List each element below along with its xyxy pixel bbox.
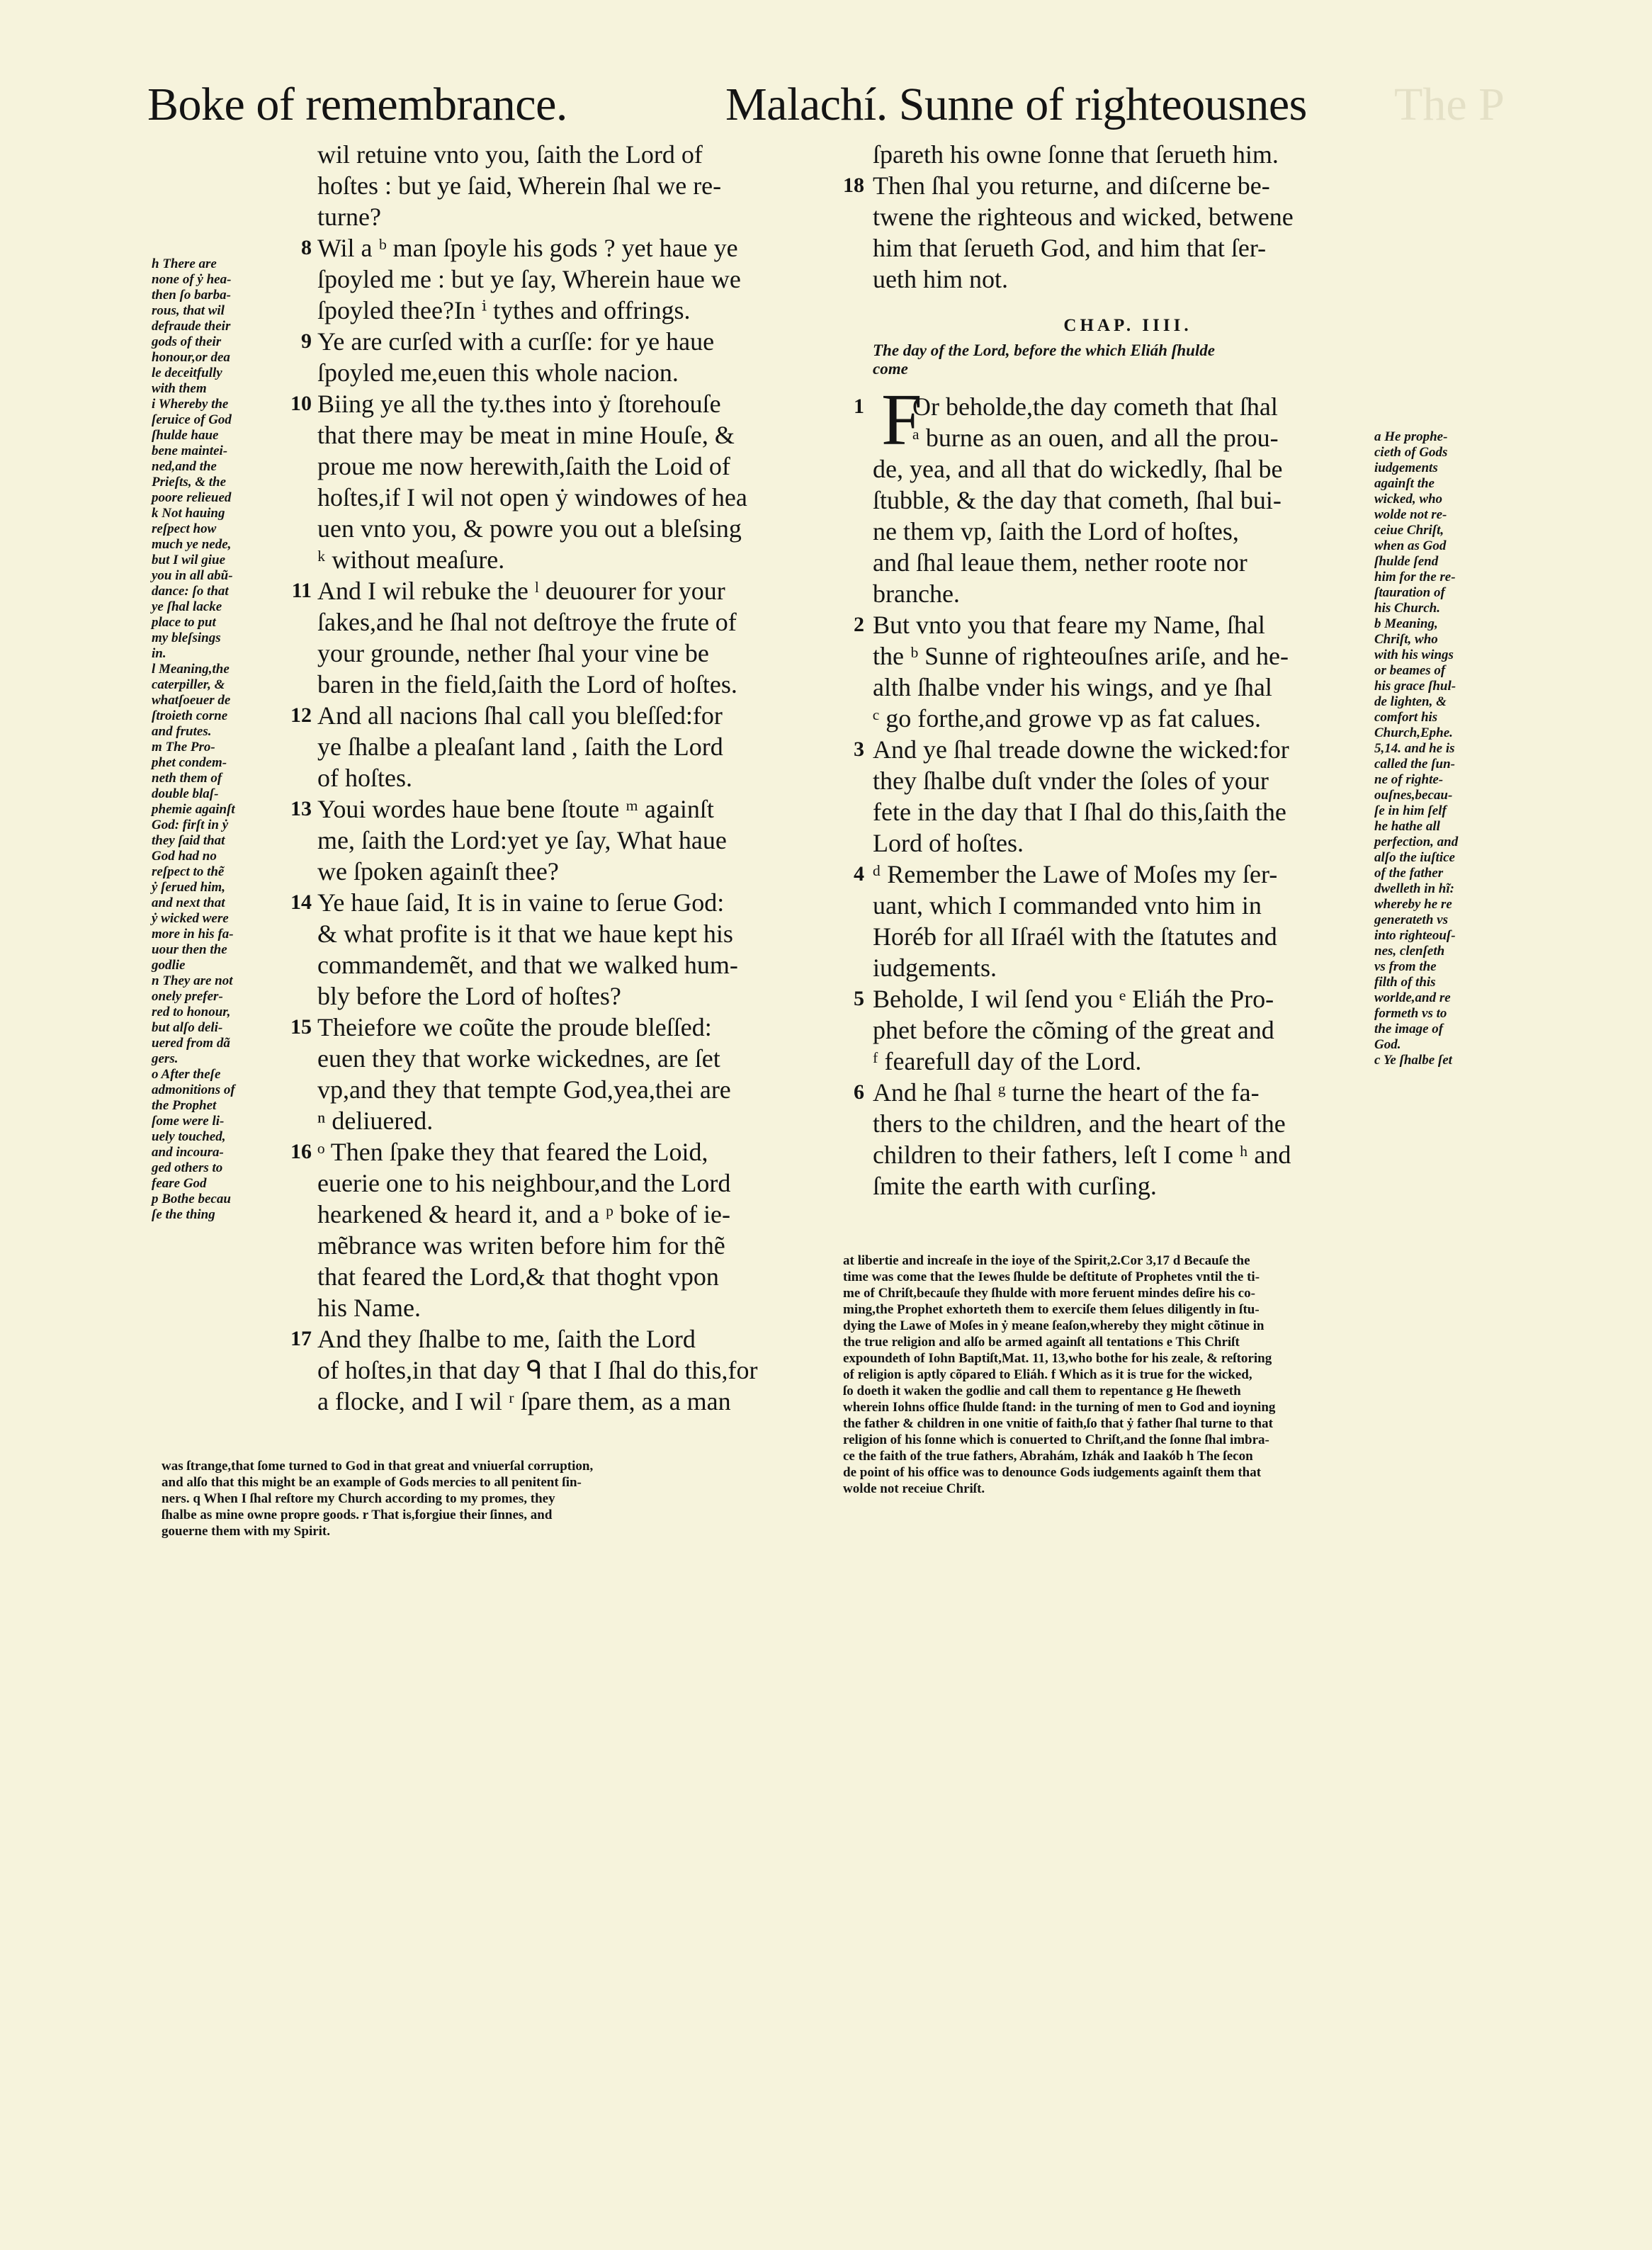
- margin-note-line: o After theſe: [152, 1067, 221, 1082]
- margin-note-line: ne of righte-: [1374, 772, 1444, 787]
- verse-line: And all nacions ſhal call you bleſſed:for: [317, 701, 723, 730]
- verse-line: of hoſtes.: [317, 764, 412, 792]
- margin-note-line: when as God: [1374, 538, 1447, 553]
- footnote-line: and alſo that this might be an example of Gods mercies to all penitent ſin-: [162, 1475, 582, 1490]
- verse-line: mẽbrance was writen before him for thẽ: [317, 1231, 725, 1260]
- margin-note-line: 5,14. and he is: [1374, 741, 1455, 756]
- verse-line: ſakes,and he ſhal not deſtroye the frute of: [317, 608, 737, 636]
- margin-note-line: uered from dã: [152, 1036, 230, 1051]
- verse-number: 8: [301, 236, 312, 259]
- verse-line: phet before the cõming of the great and: [873, 1016, 1274, 1044]
- verse-line: Beholde, I wil ſend you ᵉ Eliáh the Pro-: [873, 985, 1274, 1013]
- margin-note-line: Chriſt, who: [1374, 632, 1438, 647]
- verse-line: proue me now herewith,ſaith the Loid of: [317, 452, 730, 480]
- margin-note-line: the Prophet: [152, 1098, 217, 1113]
- footnote-line: ce the faith of the true fathers, Abrahám, Izhák and Iaakób h The ſecon: [843, 1449, 1253, 1464]
- footnote-line: de point of his office was to denounce Gods iudgements againſt them that: [843, 1465, 1262, 1480]
- margin-note-line: ſe in him ſelf: [1374, 803, 1447, 818]
- margin-note-line: uour then the: [152, 942, 227, 957]
- footnote-line: ſhalbe as mine owne propre goods. r That is,forgiue their ſinnes, and: [162, 1508, 553, 1522]
- verse-line: hoſtes : but ye ſaid, Wherein ſhal we re-: [317, 171, 722, 200]
- margin-note-line: ceiue Chriſt,: [1374, 523, 1444, 538]
- verse-line: wil retuine vnto you, ſaith the Lord of: [317, 140, 703, 169]
- verse-line: that there may be meat in mine Houſe, &: [317, 421, 735, 449]
- verse-line: ᶜ go forthe,and growe vp as fat calues.: [873, 704, 1262, 733]
- verse-line: de, yea, and all that do wickedly, ſhal be: [873, 455, 1283, 483]
- verse-line: ſpoyled me,euen this whole nacion.: [317, 358, 679, 387]
- margin-note-line: into righteouſ-: [1374, 928, 1456, 943]
- verse-line: ſpareth his owne ſonne that ſerueth him.: [873, 140, 1279, 169]
- margin-note-line: God: firſt in ẏ: [152, 818, 229, 832]
- footnote-line: of religion is aptly cõpared to Eliáh. f Which as it is true for the wicked,: [843, 1367, 1252, 1382]
- margin-note-line: then ſo barba-: [152, 288, 231, 303]
- margin-note-line: generateth vs: [1374, 912, 1448, 927]
- margin-note-line: ſhulde ſend: [1374, 554, 1439, 569]
- margin-note-line: honour,or dea: [152, 350, 230, 365]
- margin-note-line: bene maintei-: [152, 443, 228, 458]
- verse-line: your grounde, nether ſhal your vine be: [317, 639, 709, 667]
- margin-note-line: ned,and the: [152, 459, 217, 474]
- verse-line: hoſtes,if I wil not open ẏ windowes of hea: [317, 483, 747, 511]
- margin-note-line: my bleſsings: [152, 631, 221, 645]
- verse-number: 16: [290, 1140, 312, 1163]
- verse-line: turne?: [317, 203, 381, 231]
- verse-line: him that ſerueth God, and him that ſer-: [873, 234, 1267, 262]
- margin-note-line: and next that: [152, 895, 225, 910]
- verse-line: Lord of hoſtes.: [873, 829, 1024, 857]
- left-margin-notes: [152, 256, 293, 1223]
- footnote-line: expoundeth of Iohn Baptiſt,Mat. 11, 13,who bothe for his zeale, & reſtoring: [843, 1351, 1272, 1366]
- margin-note-line: much ye nede,: [152, 537, 232, 552]
- margin-note-line: whatſoeuer de: [152, 693, 231, 708]
- verse-line: ye ſhalbe a pleaſant land , ſaith the Lord: [317, 733, 723, 761]
- margin-note-line: ſeruice of God: [152, 412, 232, 427]
- margin-note-line: h There are: [152, 256, 217, 271]
- footnote-line: wherein Iohns office ſhulde ſtand: in the turning of men to God and ioyning: [843, 1400, 1276, 1415]
- margin-note-line: ẏ ſerued him,: [152, 880, 225, 895]
- margin-note-line: dwelleth in hĩ:: [1374, 881, 1454, 896]
- margin-note-line: againſt the: [1374, 476, 1435, 491]
- margin-note-line: ẏ wicked were: [152, 911, 229, 926]
- column-left-text: [317, 139, 842, 1417]
- verse-line: ſpoyled thee?In ⁱ tythes and offrings.: [317, 296, 691, 324]
- margin-note-line: God had no: [152, 849, 217, 864]
- verse-line: the ᵇ Sunne of righteouſnes ariſe, and he-: [873, 642, 1289, 670]
- margin-note-line: wicked, who: [1374, 492, 1443, 507]
- margin-note-line: vs from the: [1374, 959, 1437, 974]
- margin-note-line: alſo the iuſtice: [1374, 850, 1455, 865]
- margin-note-line: whereby he re: [1374, 897, 1452, 912]
- verse-number: 3: [854, 737, 864, 761]
- margin-note-line: ged others to: [152, 1160, 223, 1175]
- verse-number: 1: [854, 395, 864, 418]
- footnote-line: the true religion and alſo be armed againſt all tentations e This Chriſt: [843, 1335, 1240, 1350]
- margin-note-line: defraude their: [152, 319, 231, 334]
- footnote-line: time was come that the Iewes ſhulde be deſtitute of Prophetes vntil the ti-: [843, 1270, 1260, 1284]
- margin-note-line: ouſnes,becau-: [1374, 788, 1453, 803]
- margin-note-line: godlie: [152, 958, 186, 973]
- running-head-left: Boke of remembrance.: [147, 79, 567, 130]
- verse-line: we ſpoken againſt thee?: [317, 857, 559, 886]
- margin-note-line: of the father: [1374, 866, 1444, 881]
- margin-note-line: none of ẏ hea-: [152, 272, 232, 287]
- margin-note-line: but alſo deli-: [152, 1020, 223, 1035]
- margin-note-line: a He prophe-: [1374, 429, 1448, 444]
- margin-note-line: phemie againſt: [152, 802, 235, 817]
- column-right-text-top: [873, 139, 1383, 295]
- verse-line: ᵏ without meaſure.: [317, 545, 505, 574]
- verse-line: ueth him not.: [873, 265, 1008, 293]
- margin-note-line: p Bothe becau: [152, 1192, 231, 1206]
- verse-line: baren in the field,ſaith the Lord of hoſtes.: [317, 670, 737, 699]
- verse-line: Or beholde,the day cometh that ſhal: [912, 392, 1278, 421]
- verse-line: alth ſhalbe vnder his wings, and ye ſhal: [873, 673, 1272, 701]
- verse-line: euerie one to his neighbour,and the Lord: [317, 1169, 731, 1197]
- verse-line: euen they that worke wickednes, are ſet: [317, 1044, 720, 1073]
- verse-line: Theiefore we coũte the proude bleſſed:: [317, 1013, 712, 1041]
- margin-note-line: or beames of: [1374, 663, 1446, 678]
- verse-line: And I wil rebuke the ˡ deuourer for your: [317, 577, 725, 605]
- margin-note-line: m The Pro-: [152, 740, 215, 754]
- verse-line: Ye are curſed with a curſſe: for ye haue: [317, 327, 715, 356]
- verse-line: Biing ye all the ty.thes into ẏ ſtorehouſe: [317, 390, 721, 418]
- margin-note-line: the image of: [1374, 1022, 1444, 1036]
- margin-note-line: nes, clenſeth: [1374, 944, 1445, 959]
- margin-note-line: Church,Ephe.: [1374, 725, 1453, 740]
- verse-line: a flocke, and I wil ʳ ſpare them, as a man: [317, 1387, 731, 1415]
- verse-line: But vnto you that feare my Name, ſhal: [873, 611, 1265, 639]
- verse-line: Wil a ᵇ man ſpoyle his gods ? yet haue ye: [317, 234, 738, 262]
- margin-note-line: feare God: [152, 1176, 207, 1191]
- margin-note-line: and incoura-: [152, 1145, 224, 1160]
- margin-note-line: cieth of Gods: [1374, 445, 1448, 460]
- margin-note-line: God.: [1374, 1037, 1401, 1052]
- footnote-line: me of Chriſt,becauſe they ſhulde with more feruent mindes deſire his co-: [843, 1286, 1255, 1301]
- margin-note-line: rous, that wil: [152, 303, 225, 318]
- verse-line: children to their fathers, leſt I come ʰ and: [873, 1141, 1291, 1169]
- verse-line: they ſhalbe duſt vnder the ſoles of your: [873, 767, 1269, 795]
- margin-note-line: double blaſ-: [152, 786, 219, 801]
- margin-note-line: ſtauration of: [1374, 585, 1445, 600]
- margin-note-line: gods of their: [152, 334, 222, 349]
- verse-line: me, ſaith the Lord:yet ye ſay, What haue: [317, 826, 727, 854]
- margin-note-line: c Ye ſhalbe ſet: [1374, 1053, 1452, 1068]
- footnote-line: gouerne them with my Spirit.: [162, 1524, 331, 1539]
- verse-line: that feared the Lord,& that thoght vpon: [317, 1262, 719, 1291]
- running-head-right: Malachí. Sunne of righteousnes: [725, 79, 1307, 130]
- margin-note-line: called the ſun-: [1374, 757, 1455, 771]
- margin-note-line: filth of this: [1374, 975, 1436, 990]
- margin-note-line: caterpiller, &: [152, 677, 225, 692]
- verse-number: 15: [290, 1015, 312, 1039]
- verse-number: 17: [290, 1327, 312, 1350]
- margin-note-line: neth them of: [152, 771, 222, 786]
- verse-line: And they ſhalbe to me, ſaith the Lord: [317, 1325, 696, 1353]
- verse-line: twene the righteous and wicked, betwene: [873, 203, 1294, 231]
- verse-line: branche.: [873, 580, 960, 608]
- margin-note-line: dance: ſo that: [152, 584, 229, 599]
- margin-note-line: admonitions of: [152, 1082, 235, 1097]
- verse-line: hearkened & heard it, and a ᵖ boke of ie-: [317, 1200, 730, 1228]
- margin-note-line: n They are not: [152, 973, 233, 988]
- verse-line: Horéb for all Iſraél with the ſtatutes and: [873, 922, 1277, 951]
- margin-note-line: red to honour,: [152, 1005, 231, 1019]
- margin-note-line: place to put: [152, 615, 216, 630]
- margin-note-line: his grace ſhul-: [1374, 679, 1456, 694]
- verse-line: thers to the children, and the heart of the: [873, 1109, 1286, 1138]
- verse-line: fete in the day that I ſhal do this,ſaith the: [873, 798, 1286, 826]
- verse-line: And he ſhal ᵍ turne the heart of the fa-: [873, 1078, 1260, 1107]
- margin-note-line: in.: [152, 646, 166, 661]
- footnotes-right: [843, 1253, 1523, 1497]
- margin-note-line: with his wings: [1374, 648, 1454, 662]
- verse-number: 10: [290, 392, 312, 415]
- verse-number: 6: [854, 1080, 864, 1104]
- margin-note-line: ſtroieth corne: [152, 708, 228, 723]
- verse-line: uen vnto you, & powre you out a bleſsing: [317, 514, 742, 543]
- chapter-summary-line: come: [873, 360, 908, 378]
- chapter-summary-line: The day of the Lord, before the which Eliáh ſhulde: [873, 341, 1215, 359]
- verse-number: 11: [291, 579, 312, 602]
- verse-number: 18: [843, 174, 864, 197]
- margin-note-line: poore relieued: [152, 490, 232, 505]
- footnote-line: the father & children in one vnitie of faith,ſo that ẏ father ſhal turne to that: [843, 1416, 1273, 1431]
- margin-note-line: ſe the thing: [152, 1207, 215, 1222]
- verse-line: ſpoyled me : but ye ſay, Wherein haue we: [317, 265, 741, 293]
- footnote-line: was ſtrange,that ſome turned to God in that great and vniuerſal corruption,: [162, 1459, 594, 1474]
- verse-line: ᶠ fearefull day of the Lord.: [873, 1047, 1142, 1075]
- footnote-line: dying the Lawe of Moſes in ẏ meane ſeaſon,whereby they might cõtinue in: [843, 1318, 1265, 1333]
- margin-note-line: i Whereby the: [152, 397, 229, 412]
- drop-cap: F: [881, 379, 922, 460]
- margin-note-line: perfection, and: [1374, 835, 1459, 849]
- margin-note-line: but I wil giue: [152, 553, 225, 567]
- verse-line: bly before the Lord of hoſtes?: [317, 982, 621, 1010]
- margin-note-line: onely prefer-: [152, 989, 223, 1004]
- footnote-line: ming,the Prophet exhorteth them to exerciſe them ſelues diligently in ſtu-: [843, 1302, 1260, 1317]
- footnotes-left: [162, 1458, 842, 1539]
- verse-line: uant, which I commanded vnto him in: [873, 891, 1262, 920]
- verse-line: Youi wordes haue bene ſtoute ᵐ againſt: [317, 795, 714, 823]
- margin-note-line: he hathe all: [1374, 819, 1440, 834]
- verse-line: and ſhal leaue them, nether roote nor: [873, 548, 1248, 577]
- verse-line: Ye haue ſaid, It is in vaine to ſerue God:: [317, 888, 725, 917]
- footnote-line: ſo doeth it waken the godlie and call them to repentance g He ſheweth: [843, 1384, 1241, 1398]
- verse-line: ſtubble, & the day that cometh, ſhal bui-: [873, 486, 1282, 514]
- verse-line: his Name.: [317, 1294, 421, 1322]
- margin-note-line: uely touched,: [152, 1129, 226, 1144]
- margin-note-line: you in all abũ-: [152, 568, 233, 583]
- margin-note-line: de lighten, &: [1374, 694, 1447, 709]
- verse-line: ne them vp, ſaith the Lord of hoſtes,: [873, 517, 1239, 545]
- margin-note-line: ſhulde haue: [152, 428, 219, 443]
- margin-note-line: l Meaning,the: [152, 662, 230, 677]
- verse-number: 9: [301, 329, 312, 353]
- margin-note-line: reſpect how: [152, 521, 217, 536]
- verse-line: Then ſhal you returne, and diſcerne be-: [873, 171, 1270, 200]
- footnote-line: at libertie and increaſe in the ioye of the Spirit,2.Cor 3,17 d Becauſe the: [843, 1253, 1250, 1268]
- chapter-summary: [873, 341, 1383, 378]
- verse-line: of hoſtes,in that day ᑫ that I ſhal do this,for: [317, 1356, 758, 1384]
- margin-note-line: k Not hauing: [152, 506, 225, 521]
- margin-note-line: formeth vs to: [1374, 1006, 1447, 1021]
- margin-note-line: they ſaid that: [152, 833, 225, 848]
- margin-note-line: ſome were li-: [152, 1114, 225, 1129]
- verse-line: & what profite is it that we haue kept his: [317, 920, 733, 948]
- column-right-text-chapter4: [873, 391, 1383, 1202]
- verse-number: 5: [854, 987, 864, 1010]
- margin-note-line: gers.: [152, 1051, 179, 1066]
- margin-note-line: iudgements: [1374, 460, 1438, 475]
- margin-note-line: reſpect to thẽ: [152, 864, 225, 879]
- verse-number: 4: [854, 862, 864, 886]
- chapter-heading: CHAP. IIII.: [1063, 316, 1192, 335]
- margin-note-line: Prieſts, & the: [152, 475, 227, 490]
- right-margin-notes: [1374, 429, 1516, 1068]
- show-through-title: The P: [1394, 79, 1505, 130]
- margin-note-line: le deceitfully: [152, 366, 222, 380]
- verse-number: 13: [290, 797, 312, 820]
- footnote-line: wolde not receiue Chriſt.: [843, 1481, 985, 1496]
- verse-line: ᵒ Then ſpake they that feared the Loid,: [317, 1138, 708, 1166]
- margin-note-line: and frutes.: [152, 724, 212, 739]
- verse-number: 2: [854, 613, 864, 636]
- verse-line: ᵈ Remember the Lawe of Moſes my ſer-: [873, 860, 1278, 888]
- footnote-line: ners. q When I ſhal reſtore my Church according to my promes, they: [162, 1491, 555, 1506]
- verse-line: iudgements.: [873, 954, 997, 982]
- margin-note-line: him for the re-: [1374, 570, 1456, 584]
- verse-line: vp,and they that tempte God,yea,thei are: [317, 1075, 731, 1104]
- margin-note-line: more in his fa-: [152, 927, 234, 942]
- margin-note-line: wolde not re-: [1374, 507, 1447, 522]
- margin-note-line: his Church.: [1374, 601, 1440, 616]
- verse-line: commandemẽt, and that we walked hum-: [317, 951, 738, 979]
- footnote-line: religion of his ſonne which is conuerted to Chriſt,and the ſonne ſhal imbra-: [843, 1432, 1269, 1447]
- verse-number: 14: [290, 891, 312, 914]
- margin-note-line: worlde,and re: [1374, 990, 1451, 1005]
- verse-line: ᵃ burne as an ouen, and all the prou-: [912, 424, 1279, 452]
- verse-line: ſmite the earth with curſing.: [873, 1172, 1157, 1200]
- margin-note-line: phet condem-: [152, 755, 227, 770]
- verse-line: ⁿ deliuered.: [317, 1107, 434, 1135]
- margin-note-line: with them: [152, 381, 207, 396]
- margin-note-line: b Meaning,: [1374, 616, 1438, 631]
- verse-line: And ye ſhal treade downe the wicked:for: [873, 735, 1289, 764]
- verse-number: 12: [290, 703, 312, 727]
- margin-note-line: ye ſhal lacke: [152, 599, 222, 614]
- margin-note-line: comfort his: [1374, 710, 1438, 725]
